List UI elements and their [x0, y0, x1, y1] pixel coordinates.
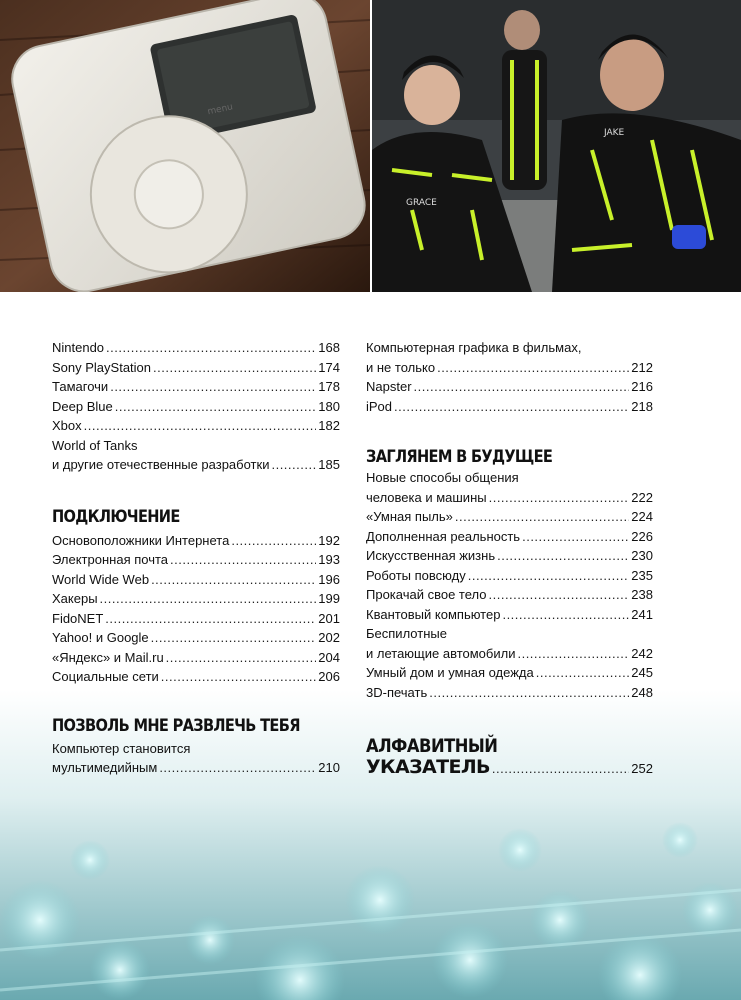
motion-capture-photo: [372, 0, 741, 292]
toc-entry[interactable]: Yahoo! и Google ..... 202: [52, 628, 340, 648]
toc-group-future: [366, 468, 653, 702]
index-heading: АЛФАВИТНЫЙ: [366, 735, 498, 757]
ipod-illustration: [0, 0, 370, 292]
toc-entry[interactable]: Квантовый компьютер ..... 241: [366, 605, 653, 625]
svg-text:menu: menu: [206, 102, 234, 118]
toc-entry[interactable]: 3D-печать ..... 248: [366, 683, 653, 703]
toc-entry-line1: World of Tanks: [52, 437, 138, 453]
svg-text:JAKE: JAKE: [604, 128, 625, 138]
toc-entry[interactable]: World Wide Web ..... 196: [52, 570, 340, 590]
toc-entry-index[interactable]: УКАЗАТЕЛЬ ..... 252: [366, 758, 653, 779]
toc-entry[interactable]: Nintendo ..... 168: [52, 338, 340, 358]
toc-entry[interactable]: Дополненная реальность ..... 226: [366, 527, 653, 547]
toc-group-games: [52, 338, 340, 475]
toc-group-connect: [52, 531, 340, 687]
toc-group-fun: [52, 739, 340, 778]
toc-entry-line1: Беспилотные: [366, 626, 447, 641]
toc-entry[interactable]: человека и машины ..... 222: [366, 488, 653, 508]
toc-entry[interactable]: Искусственная жизнь ..... 230: [366, 546, 653, 566]
section-heading-connect: ПОДКЛЮЧЕНИЕ: [52, 506, 180, 527]
toc-entry[interactable]: iPod ..... 218: [366, 397, 653, 417]
toc-entry[interactable]: Deep Blue ..... 180: [52, 397, 340, 417]
toc-entry[interactable]: Тамагочи ..... 178: [52, 377, 340, 397]
toc-entry[interactable]: «Яндекс» и Mail.ru ..... 204: [52, 648, 340, 668]
toc-left-column: [52, 338, 340, 778]
toc-entry[interactable]: мультимедийным ..... 210: [52, 758, 340, 778]
toc-entry[interactable]: «Умная пыль» ..... 224: [366, 507, 653, 527]
motion-capture-illustration: [372, 0, 741, 292]
toc-group-media: [366, 338, 653, 416]
ipod-photo: [0, 0, 370, 292]
toc-entry[interactable]: Социальные сети ..... 206: [52, 667, 340, 687]
toc-entry-line1: Новые способы общения: [366, 470, 519, 485]
toc-entry-line1: Компьютерная графика в фильмах,: [366, 340, 582, 355]
svg-text:GRACE: GRACE: [406, 198, 437, 208]
toc-entry[interactable]: Xbox ..... 182: [52, 416, 340, 436]
toc-entry[interactable]: Прокачай свое тело ..... 238: [366, 585, 653, 605]
toc-entry[interactable]: Умный дом и умная одежда ..... 245: [366, 663, 653, 683]
toc-entry[interactable]: Sony PlayStation ..... 174: [52, 358, 340, 378]
toc-entry[interactable]: Хакеры ..... 199: [52, 589, 340, 609]
toc-entry[interactable]: FidoNET ..... 201: [52, 609, 340, 629]
toc-entry[interactable]: Роботы повсюду ..... 235: [366, 566, 653, 586]
toc-entry[interactable]: и летающие автомобили ..... 242: [366, 644, 653, 664]
toc-entry[interactable]: и другие отечественные разработки ..... 185: [52, 455, 340, 475]
section-heading-future: ЗАГЛЯНЕМ В БУДУЩЕЕ: [366, 447, 553, 467]
toc-right-column: [366, 338, 653, 779]
section-heading-fun: ПОЗВОЛЬ МНЕ РАЗВЛЕЧЬ ТЕБЯ: [52, 715, 300, 736]
toc-entry[interactable]: Электронная почта ..... 193: [52, 550, 340, 570]
toc-entry-line1: Компьютер становится: [52, 740, 191, 756]
toc-entry[interactable]: и не только ..... 212: [366, 358, 653, 378]
toc-entry[interactable]: Napster ..... 216: [366, 377, 653, 397]
toc-entry[interactable]: Основоположники Интернета ..... 192: [52, 531, 340, 551]
